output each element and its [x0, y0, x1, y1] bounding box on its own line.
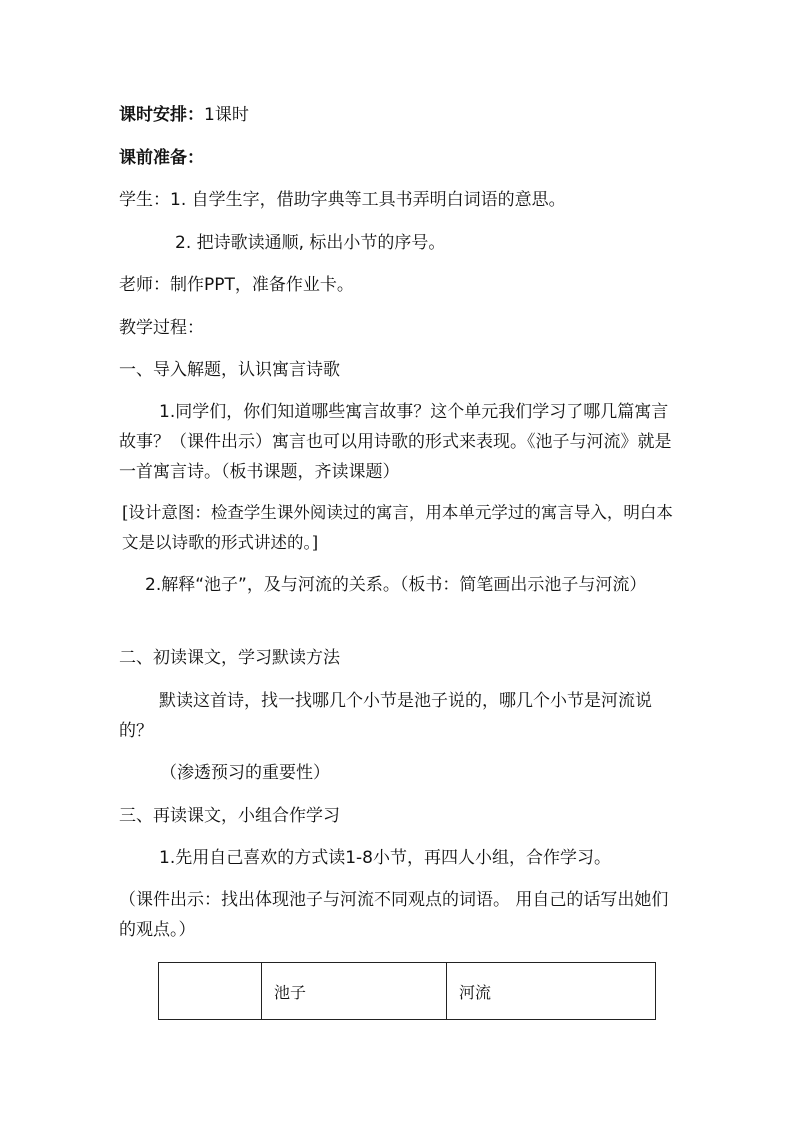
section3-title: 三、再读课文，小组合作学习 — [119, 806, 340, 826]
table-header-pond: 池子 — [262, 963, 447, 1020]
arrangement-line — [119, 103, 249, 127]
prep-heading: 课前准备： — [119, 148, 204, 168]
section2-paragraph: 默读这首诗，找一找哪几个小节是池子说的，哪几个小节是河流说的？ — [119, 691, 652, 741]
process-heading: 教学过程： — [119, 318, 204, 338]
section3-paragraph-1: 1.先用自己喜欢的方式读1-8小节，再四人小组，合作学习。 — [159, 848, 611, 868]
prep-teacher: 老师：制作PPT，准备作业卡。 — [119, 275, 354, 295]
table-row — [159, 963, 656, 1020]
table-header-river: 河流 — [447, 963, 656, 1020]
section2-title: 二、初读课文，学习默读方法 — [119, 648, 340, 668]
section2-note: （渗透预习的重要性） — [160, 763, 330, 783]
prep-student: 学生：1. 自学生字，借助字典等工具书弄明白词语的意思。 — [119, 190, 566, 210]
section1-title: 一、导入解题，认识寓言诗歌 — [119, 360, 340, 380]
section1-paragraph-2: 2.解释“池子”，及与河流的关系。（板书：简笔画出示池子与河流） — [145, 575, 647, 595]
section1-design-note: [设计意图：检查学生课外阅读过的寓言，用本单元学过的寓言导入，明白本文是以诗歌的形式讲述的。] — [122, 503, 673, 552]
arrangement-value: 1课时 — [204, 105, 249, 125]
section3-paragraph-2: （课件出示：找出体现池子与河流不同观点的词语。 用自己的话写出她们的观点。） — [119, 890, 669, 940]
section1-paragraph-1: 1.同学们，你们知道哪些寓言故事？这个单元我们学习了哪几篇寓言故事？（课件出示）寓言也可以用诗歌的形式来表现。《池子与河流》就是一首寓言诗。（板书课题，齐读课题） — [119, 402, 672, 482]
arrangement-label: 课时安排： — [119, 105, 204, 125]
prep-student-2: 2. 把诗歌读通顺, 标出小节的序号。 — [175, 233, 446, 253]
comparison-table — [158, 962, 656, 1020]
table-cell-empty — [159, 963, 262, 1020]
